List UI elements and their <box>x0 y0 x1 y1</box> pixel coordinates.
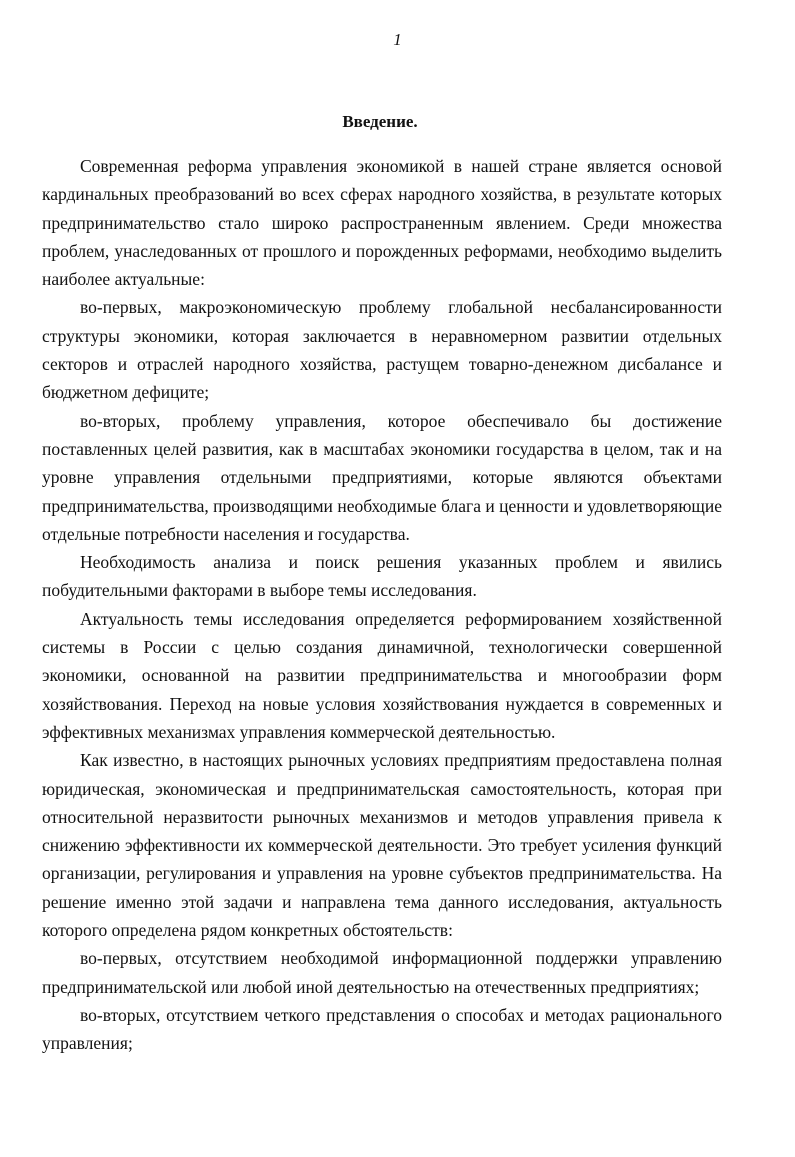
paragraph: во-первых, макроэкономическую проблему глобальной несбалансированности структуры экономики, которая заключается в неравномерном развитии отдельных секторов и отраслей народного хозяйства, растущем товарно-денежном дисбалансе и бюджетном дефиците; <box>42 297 722 403</box>
paragraph: Как известно, в настоящих рыночных условиях предприятиям предоставлена полная юридическая, экономическая и предпринимательская самостоятельность, которая при относительной неразвитости рыночных механизмов и методов управления привела к снижению эффективности их коммерческой деятельности. Это требует усиления функций организации, регулирования и управления на уровне субъектов предпринимательства. На решение именно этой задачи и направлена тема данного исследования, актуальность которого определена рядом конкретных обстоятельств: <box>42 750 722 941</box>
paragraph: Актуальность темы исследования определяется реформированием хозяйственной системы в России с целью создания динамичной, технологически совершенной экономики, основанной на развитии предпринимательства и многообразии форм хозяйствования. Переход на новые условия хозяйствования нуждается в современных и эффективных механизмах управления коммерческой деятельностью. <box>42 608 722 742</box>
paragraph: Необходимость анализа и поиск решения указанных проблем и явились побудительными факторами в выборе темы исследования. <box>42 552 722 601</box>
body-text <box>42 152 722 1058</box>
paragraph: во-первых, отсутствием необходимой информационной поддержки управлению предпринимательской или любой иной деятельностью на отечественных предприятиях; <box>42 948 722 997</box>
paragraph: во-вторых, проблему управления, которое обеспечивало бы достижение поставленных целей развития, как в масштабах экономики государства в целом, так и на уровне управления отдельными предприятиями, которые являются объектами предпринимательства, производящими необходимые блага и ценности и удовлетворяющие отдельные потребности населения и государства. <box>42 410 722 544</box>
page-number: 1 <box>393 30 402 49</box>
paragraph: Современная реформа управления экономикой в нашей стране является основой кардинальных преобразований во всех сферах народного хозяйства, в результате которых предпринимательство стало широко распространенным явлением. Среди множества проблем, унаследованных от прошлого и порожденных реформами, необходимо выделить наиболее актуальные: <box>42 156 722 290</box>
section-heading: Введение. <box>342 112 418 131</box>
paragraph: во-вторых, отсутствием четкого представления о способах и методах рационального управления; <box>42 1004 722 1054</box>
